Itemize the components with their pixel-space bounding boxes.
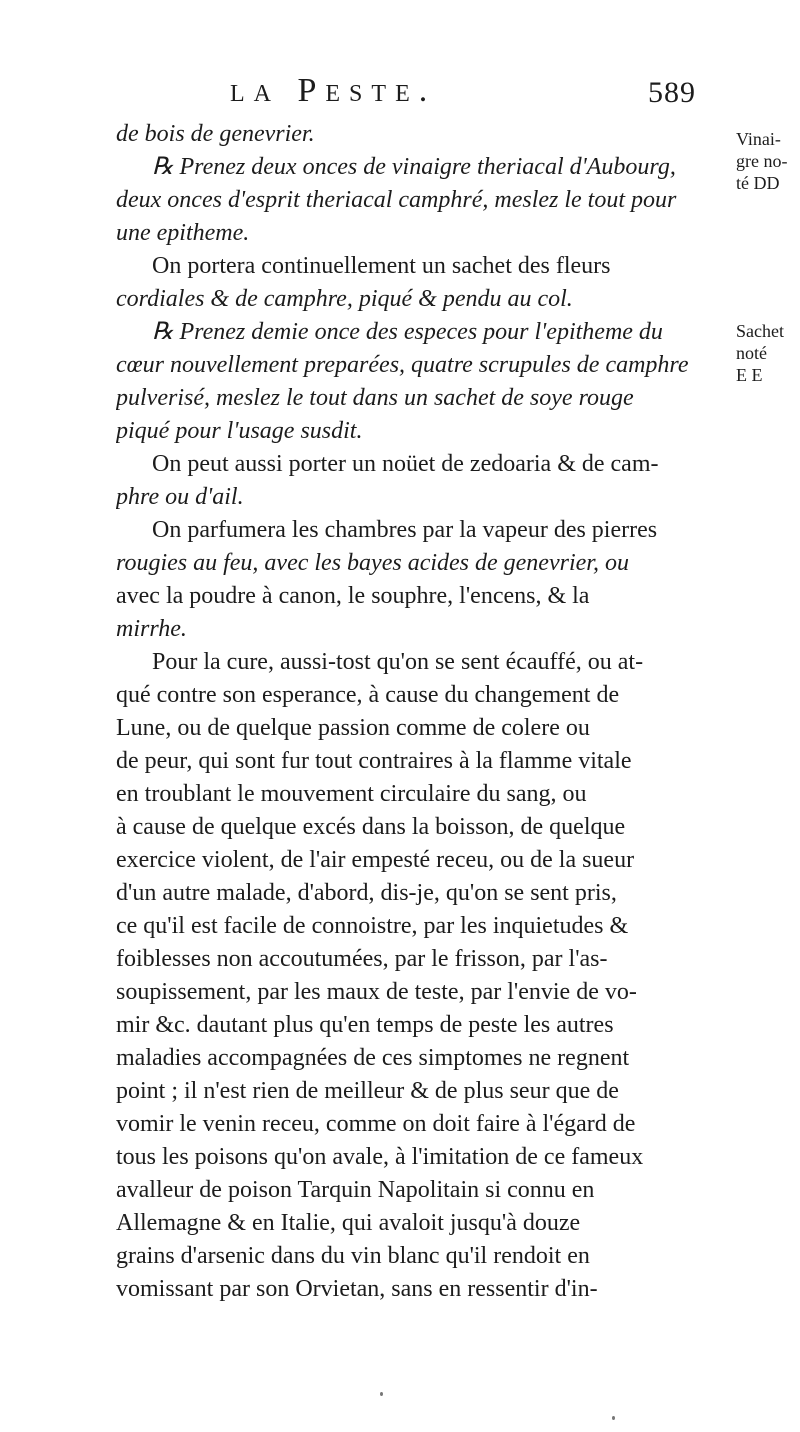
margin-note-line: Sachet [736,321,784,341]
text-line: de peur, qui sont fur tout contraires à la flamme vitale [116,748,632,774]
text-line: mirrhe. [116,616,187,642]
text-line: ℞ Prenez demie once des especes pour l'epitheme du [152,319,663,345]
text-line: d'un autre malade, d'abord, dis-je, qu'on se sent pris, [116,880,617,906]
text-line: Lune, ou de quelque passion comme de colere ou [116,715,590,741]
text-line: pulverisé, meslez le tout dans un sachet de soye rouge [116,385,634,411]
text-line: de bois de genevrier. [116,121,315,147]
text-line: rougies au feu, avec les bayes acides de genevrier, ou [116,550,629,576]
text-line: à cause de quelque excés dans la boisson, de quelque [116,814,626,840]
text-line: grains d'arsenic dans du vin blanc qu'il rendoit en [116,1243,590,1269]
text-line: vomissant par son Orvietan, sans en ressentir d'in- [116,1276,598,1302]
paper-speck [612,1416,615,1420]
text-line: qué contre son esperance, à cause du changement de [116,682,620,708]
margin-note-sachet [736,320,800,386]
margin-note-line: gre no- [736,151,788,171]
margin-note-line: Vinai- [736,129,781,149]
text-line: Allemagne & en Italie, qui avaloit jusqu'à douze [116,1210,581,1236]
text-line: deux onces d'esprit theriacal camphré, meslez le tout pour [116,187,677,213]
main-text [116,118,730,1306]
page-number: 589 [648,76,696,109]
text-line: exercice violent, de l'air empesté receu, ou de la sueur [116,847,635,873]
text-line: On portera continuellement un sachet des fleurs [152,253,611,279]
running-title: la Peste. [230,72,437,109]
text-line: On parfumera les chambres par la vapeur des pierres [152,517,658,543]
text-line: phre ou d'ail. [116,484,244,510]
text-line: ℞ Prenez deux onces de vinaigre theriacal d'Aubourg, [152,154,676,180]
text-line: foiblesses non accoutumées, par le frisson, par l'as- [116,946,608,972]
text-line: Pour la cure, aussi-tost qu'on se sent écauffé, ou at- [152,649,644,675]
text-line: On peut aussi porter un noüet de zedoaria & de cam- [152,451,659,477]
text-line: piqué pour l'usage susdit. [116,418,363,444]
text-line: avalleur de poison Tarquin Napolitain si connu en [116,1177,595,1203]
text-line: cordiales & de camphre, piqué & pendu au col. [116,286,573,312]
text-line: tous les poisons qu'on avale, à l'imitation de ce fameux [116,1144,644,1170]
text-line: soupissement, par les maux de teste, par l'envie de vo- [116,979,637,1005]
paper-speck [380,1392,383,1396]
text-line: en troublant le mouvement circulaire du sang, ou [116,781,587,807]
margin-note-line: E E [736,365,763,385]
margin-note-line: noté [736,343,767,363]
margin-note-vinaigre [736,128,800,194]
text-line: cœur nouvellement preparées, quatre scrupules de camphre [116,352,689,378]
text-line: point ; il n'est rien de meilleur & de plus seur que de [116,1078,619,1104]
text-line: vomir le venin receu, comme on doit faire à l'égard de [116,1111,636,1137]
text-line: une epitheme. [116,220,250,246]
text-line: ce qu'il est facile de connoistre, par les inquietudes & [116,913,629,939]
text-line: mir &c. dautant plus qu'en temps de peste les autres [116,1012,614,1038]
text-line: avec la poudre à canon, le souphre, l'encens, & la [116,583,590,609]
margin-note-line: té DD [736,173,780,193]
text-line: maladies accompagnées de ces simptomes ne regnent [116,1045,630,1071]
